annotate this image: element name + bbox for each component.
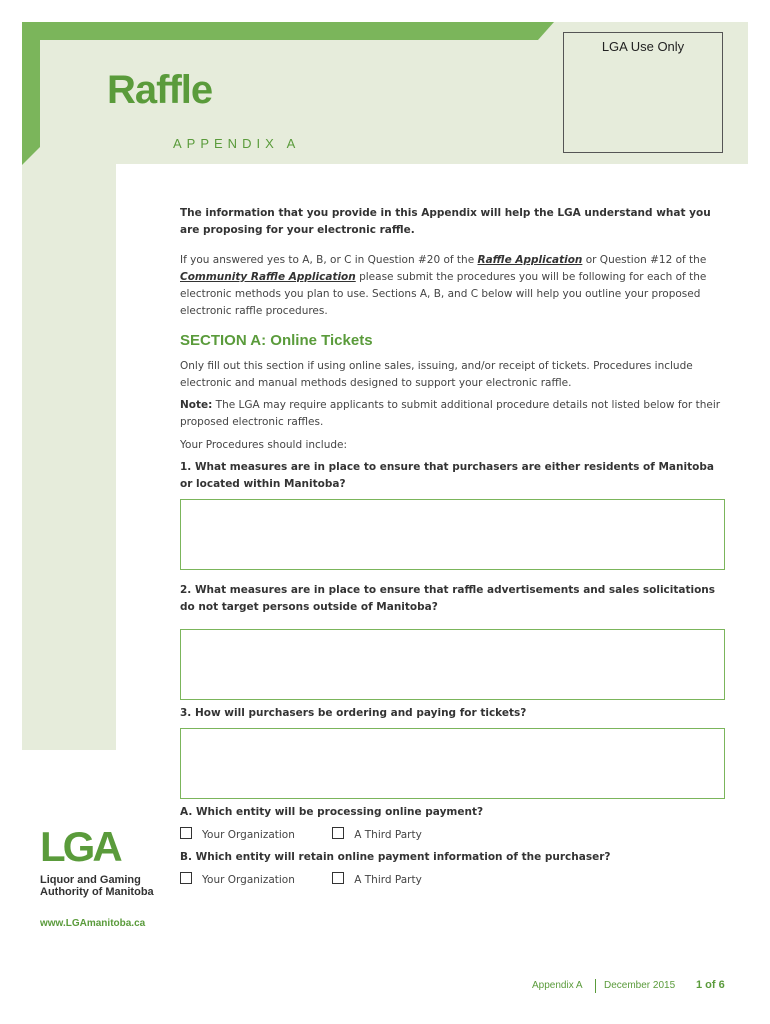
option-label: A Third Party — [354, 829, 422, 841]
community-raffle-application-link[interactable]: Community Raffle Application — [180, 271, 356, 283]
option-label: A Third Party — [354, 874, 422, 886]
question-1: 1. What measures are in place to ensure that purchasers are either residents of Manitoba or located within Manitoba? — [180, 461, 714, 490]
note-label: Note: — [180, 399, 213, 411]
intro-text-1: If you answered yes to A, B, or C in Question #20 of the — [180, 254, 478, 266]
question-a-options — [180, 827, 456, 841]
option-b-your-organization[interactable] — [180, 872, 295, 886]
lga-logo — [40, 823, 120, 870]
lga-organization-name — [40, 874, 160, 898]
section-a-heading: SECTION A: Online Tickets — [180, 332, 373, 349]
header-accent-bar — [22, 22, 538, 40]
org-name-line-2: Authority of Manitoba — [40, 886, 154, 898]
intro-text-2: or Question #12 of the — [582, 254, 707, 266]
checkbox-icon[interactable] — [180, 872, 192, 884]
procedures-include-label: Your Procedures should include: — [180, 439, 348, 451]
question-b: B. Which entity will retain online payment information of the purchaser? — [180, 851, 611, 863]
page-subtitle: APPENDIX A — [173, 136, 301, 151]
answer-field-2[interactable] — [180, 629, 725, 700]
checkbox-icon[interactable] — [332, 872, 344, 884]
question-3: 3. How will purchasers be ordering and paying for tickets? — [180, 707, 527, 719]
raffle-application-link[interactable]: Raffle Application — [477, 254, 583, 266]
answer-field-1[interactable] — [180, 499, 725, 570]
checkbox-icon[interactable] — [332, 827, 344, 839]
lga-use-only-box — [563, 32, 723, 153]
section-a-description: Only fill out this section if using online sales, issuing, and/or receipt of tickets. Procedures include electronic and manual methods designed to support your electronic raffle. — [180, 360, 693, 389]
option-a-third-party[interactable] — [332, 827, 422, 841]
website-link[interactable]: www.LGAmanitoba.ca — [40, 918, 146, 929]
intro-statement: The information that you provide in this Appendix will help the LGA understand what you are proposing for your electronic raffle. — [180, 207, 711, 236]
intro-text-3: please submit the procedures you will be following for each of the electronic methods you plan to use. Sections A, B, and C below will help you outline your proposed electronic raffle procedures. — [180, 271, 707, 317]
page-title: Raffle — [107, 68, 213, 112]
answer-field-3[interactable] — [180, 728, 725, 799]
option-label: Your Organization — [202, 829, 295, 841]
section-a-note — [180, 397, 725, 431]
lga-logo-mark: LGA — [40, 823, 120, 870]
footer-appendix: Appendix A — [532, 980, 583, 991]
option-label: Your Organization — [202, 874, 295, 886]
left-accent-tip — [22, 147, 40, 165]
left-accent-bar — [22, 22, 40, 147]
checkbox-icon[interactable] — [180, 827, 192, 839]
question-a: A. Which entity will be processing online payment? — [180, 806, 484, 818]
lga-use-only-label: LGA Use Only — [601, 39, 685, 54]
footer-page-number: 1 of 6 — [696, 979, 725, 991]
question-b-options — [180, 872, 456, 886]
intro-paragraph — [180, 252, 725, 320]
header-accent-tip — [538, 22, 554, 40]
option-b-third-party[interactable] — [332, 872, 422, 886]
footer-date: December 2015 — [604, 980, 676, 991]
org-name-line-1: Liquor and Gaming — [40, 874, 141, 886]
left-panel — [22, 160, 116, 750]
footer-divider — [595, 979, 596, 993]
note-text: The LGA may require applicants to submit additional procedure details not listed below for their proposed electronic raffles. — [180, 399, 721, 428]
option-a-your-organization[interactable] — [180, 827, 295, 841]
question-2: 2. What measures are in place to ensure that raffle advertisements and sales solicitations do not target persons outside of Manitoba? — [180, 584, 716, 613]
